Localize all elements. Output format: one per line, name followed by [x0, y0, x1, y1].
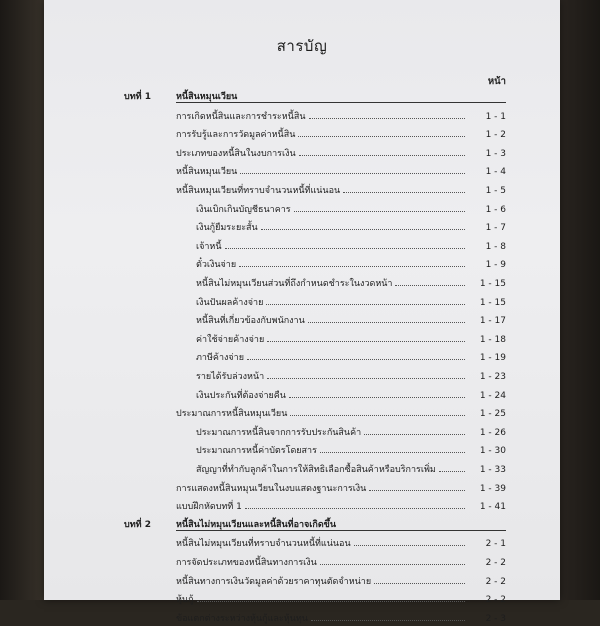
toc-entry-line	[176, 574, 506, 589]
toc-entry-page: 1 - 25	[479, 409, 506, 420]
toc-entry	[44, 481, 560, 495]
dot-leader	[299, 146, 465, 156]
toc-entry-line	[196, 295, 506, 310]
dot-leader	[308, 313, 465, 323]
dot-leader	[354, 536, 465, 546]
dot-leader	[439, 462, 465, 472]
toc-entry-line	[196, 313, 506, 328]
chapter-underline	[176, 530, 506, 531]
toc-entry-page: 1 - 39	[479, 483, 506, 494]
toc-entry-text: ค่าใช้จ่ายค้างจ่าย	[196, 334, 265, 345]
toc-entry-line	[196, 425, 506, 440]
toc-entry	[44, 388, 560, 402]
toc-entry	[44, 574, 560, 588]
toc-entry-text: หนี้สินหมุนเวียน	[176, 167, 238, 178]
toc-entry	[44, 276, 560, 290]
toc-entry-line	[196, 388, 506, 403]
toc-entry-page: 2 - 2	[485, 595, 506, 606]
toc-entry-line	[176, 481, 506, 496]
toc-entry-text: หนี้สินไม่หมุนเวียนส่วนที่ถึงกำหนดชำระในงวดหน้า	[196, 279, 393, 289]
toc-entry-line	[176, 536, 506, 551]
toc-entry-page: 1 - 6	[485, 204, 506, 215]
toc-entry-page: 1 - 15	[479, 279, 506, 289]
dot-leader	[290, 406, 465, 416]
toc-entry-text: หนี้สินหมุนเวียนที่ทราบจำนวนหนี้ที่แน่นอน	[176, 186, 341, 196]
toc-entry-page: 2 - 2	[485, 576, 506, 587]
toc-entry-text: เงินปันผลค้างจ่าย	[196, 297, 264, 308]
toc-entry-text: ข้อแตกต่างระหว่างหุ้นกู้และหุ้นทุน	[176, 613, 308, 624]
toc-entry-line	[196, 257, 506, 272]
chapter-heading	[44, 90, 560, 104]
toc-entry-line	[176, 109, 506, 124]
chapter-label: บทที่ 1	[124, 92, 151, 102]
toc-entry	[44, 183, 560, 197]
toc-entry	[44, 443, 560, 457]
dot-leader	[309, 109, 466, 119]
toc-entry-text: การแสดงหนี้สินหมุนเวียนในงบแสดงฐานะการเงิน	[176, 483, 367, 494]
toc-entry-text: หนี้สินที่เกี่ยวข้องกับพนักงาน	[196, 316, 305, 327]
toc-entry	[44, 369, 560, 383]
toc-entry	[44, 220, 560, 234]
toc-entry-page: 1 - 30	[479, 446, 506, 457]
dot-leader	[298, 127, 465, 137]
toc-entry	[44, 313, 560, 327]
toc-entry-line	[176, 146, 506, 161]
dot-leader	[369, 481, 465, 491]
toc-entry-page: 1 - 41	[479, 502, 506, 513]
toc-entry	[44, 406, 560, 420]
dot-leader	[294, 202, 465, 212]
toc-entry-page: 2 - 3	[485, 613, 506, 624]
toc-entry-line	[176, 611, 506, 626]
toc-page	[44, 0, 560, 624]
toc-entry-line	[196, 350, 506, 365]
toc-entry-line	[196, 369, 506, 384]
toc-entry	[44, 592, 560, 606]
dot-leader	[240, 164, 465, 174]
dot-leader	[197, 592, 465, 602]
toc-entry-text: สัญญาที่ทำกับลูกค้าในการให้สิทธิเลือกซื้อสินค้าหรือบริการเพิ่ม	[196, 465, 436, 475]
toc-entry-page: 1 - 8	[485, 241, 506, 252]
toc-entry-page: 1 - 5	[485, 186, 506, 196]
toc-entry-line	[176, 127, 506, 142]
dot-leader	[247, 350, 465, 360]
toc-entry-text: เจ้าหนี้	[196, 241, 222, 252]
dot-leader	[343, 183, 465, 193]
toc-entry-page: 1 - 24	[479, 390, 506, 401]
toc-entry-page: 1 - 23	[479, 372, 506, 382]
dot-leader	[320, 443, 465, 453]
toc-entry-page: 1 - 15	[479, 297, 506, 308]
toc-entry-text: หนี้สินทางการเงินวัดมูลค่าด้วยราคาทุนตัดจำหน่าย	[176, 576, 372, 587]
toc-entry-page: 1 - 2	[485, 130, 506, 141]
dot-leader	[289, 388, 465, 398]
toc-entry-line	[176, 555, 506, 570]
toc-entry-text: เงินเบิกเกินบัญชีธนาคาร	[196, 204, 291, 215]
toc-entry	[44, 350, 560, 364]
toc-entry-text: ประมาณการหนี้ค่าบัตรโดยสาร	[196, 446, 317, 457]
toc-entry-text: การจัดประเภทของหนี้สินทางการเงิน	[176, 558, 317, 568]
toc-entry-text: รายได้รับล่วงหน้า	[196, 372, 265, 382]
toc-entry-text: หุ้นกู้	[176, 595, 194, 606]
toc-entry	[44, 536, 560, 550]
toc-entry-page: 1 - 17	[479, 316, 506, 327]
toc-entry-page: 2 - 1	[485, 539, 506, 550]
toc-entry	[44, 109, 560, 123]
dot-leader	[245, 499, 465, 509]
toc-entry-text: ประเภทของหนี้สินในงบการเงิน	[176, 148, 296, 159]
dot-leader	[225, 239, 466, 249]
toc-entry-page: 1 - 9	[485, 260, 506, 271]
toc-entry	[44, 425, 560, 439]
chapter-title: หนี้สินไม่หมุนเวียนและหนี้สินที่อาจเกิดขึ้น	[176, 519, 336, 530]
toc-entry-line	[196, 462, 506, 477]
toc-entry-text: ตั๋วเงินจ่าย	[196, 260, 237, 271]
chapter-title: หนี้สินหมุนเวียน	[176, 92, 238, 102]
toc-entry-line	[176, 592, 506, 607]
toc-entry-text: ประมาณการหนี้สินหมุนเวียน	[176, 409, 288, 420]
toc-entry-page: 1 - 7	[485, 223, 506, 234]
page-column-header: หน้า	[487, 76, 506, 87]
chapter-heading	[44, 518, 560, 532]
toc-entry-text: ภาษีค้างจ่าย	[196, 353, 244, 364]
toc-entry	[44, 164, 560, 178]
dot-leader	[374, 574, 465, 584]
toc-entry	[44, 462, 560, 476]
toc-entry-text: การเกิดหนี้สินและการชำระหนี้สิน	[176, 111, 306, 122]
page-title: สารบัญ	[276, 37, 328, 55]
toc-entry	[44, 555, 560, 569]
toc-entry	[44, 257, 560, 271]
toc-entry-line	[196, 202, 506, 217]
toc-entry-page: 1 - 33	[479, 465, 506, 475]
toc-entry-line	[196, 443, 506, 458]
toc-entry-page: 1 - 1	[485, 111, 506, 122]
toc-entry	[44, 202, 560, 216]
toc-entry-line	[196, 239, 506, 254]
toc-entry	[44, 332, 560, 346]
chapter-underline	[176, 102, 506, 103]
toc-entry	[44, 127, 560, 141]
dot-leader	[239, 257, 465, 267]
toc-entry-page: 1 - 18	[479, 334, 506, 345]
toc-entry-page: 1 - 26	[479, 427, 506, 438]
toc-entry-text: เงินประกันที่ต้องจ่ายคืน	[196, 390, 286, 401]
dot-leader	[261, 220, 465, 230]
toc-entry-text: หนี้สินไม่หมุนเวียนที่ทราบจำนวนหนี้ที่แน่นอน	[176, 539, 351, 550]
toc-entry-line	[196, 220, 506, 235]
toc-entry-text: การรับรู้และการวัดมูลค่าหนี้สิน	[176, 130, 296, 141]
toc-entry	[44, 295, 560, 309]
toc-entry-text: แบบฝึกหัดบทที่ 1	[176, 502, 242, 513]
toc-entry-line	[176, 183, 506, 198]
dot-leader	[364, 425, 465, 435]
toc-entry-page: 1 - 4	[485, 167, 506, 178]
dot-leader	[267, 369, 465, 379]
toc-entry	[44, 611, 560, 625]
toc-entry-line	[176, 406, 506, 421]
toc-entry	[44, 499, 560, 513]
dot-leader	[311, 611, 465, 621]
toc-entry-page: 1 - 3	[485, 148, 506, 159]
dot-leader	[267, 332, 465, 342]
toc-entry	[44, 239, 560, 253]
toc-entry-line	[176, 499, 506, 514]
toc-entry-line	[176, 164, 506, 179]
toc-entry	[44, 146, 560, 160]
toc-entry-line	[196, 332, 506, 347]
dot-leader	[266, 295, 465, 305]
toc-entry-text: เงินกู้ยืมระยะสั้น	[196, 223, 258, 234]
chapter-label: บทที่ 2	[124, 519, 151, 530]
toc-entry-page: 2 - 2	[485, 558, 506, 568]
toc-entry-text: ประมาณการหนี้สินจากการรับประกันสินค้า	[196, 427, 362, 438]
toc-entry-page: 1 - 19	[479, 353, 506, 364]
toc-entry-line	[196, 276, 506, 291]
dot-leader	[320, 555, 465, 565]
dot-leader	[395, 276, 465, 286]
